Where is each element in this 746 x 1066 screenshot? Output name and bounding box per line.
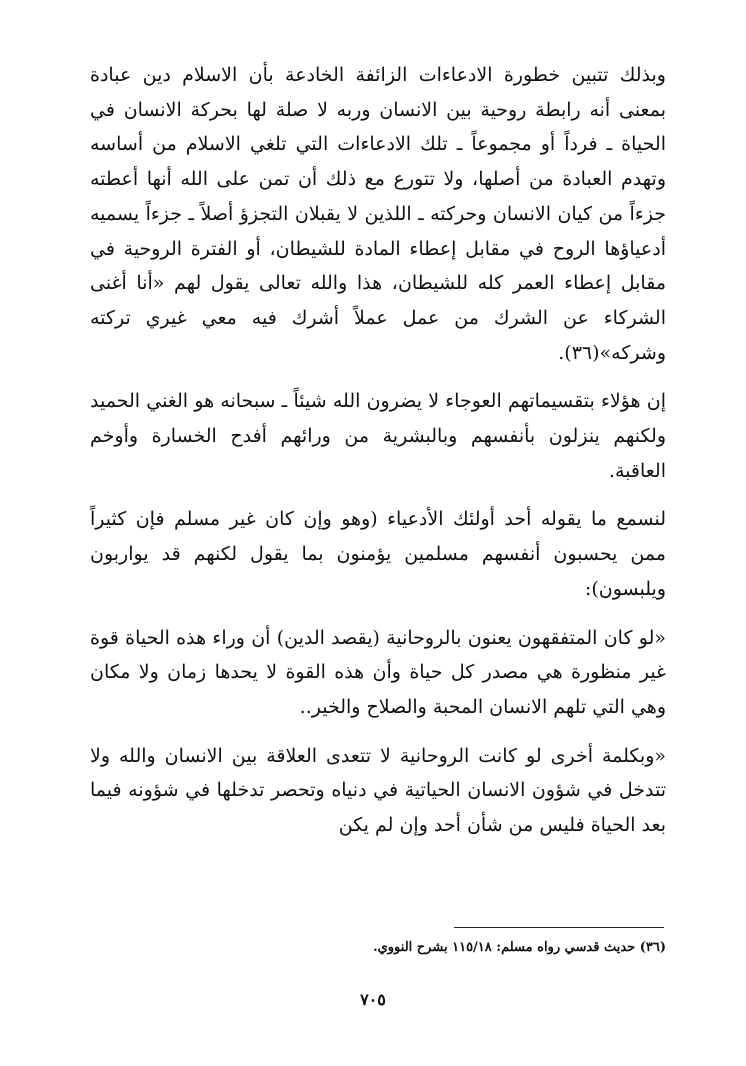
paragraph-3: لنسمع ما يقوله أحد أولئك الأدعياء (وهو وإن كان غير مسلم فإن كثيراً ممن يحسبون أنفسهم مسلمين يؤمنون بما يقول لكنهم قد يواربون ويلبسون): [90, 508, 666, 600]
paragraph-4: «لو كان المتفقهون يعنون بالروحانية (يقصد الدين) أن وراء هذه الحياة قوة غير منظورة هي مصدر كل حياة وأن هذه القوة لا يحدها زمان ولا مكان وهي التي تلهم الانسان المحبة والصلاح والخير.. [90, 626, 666, 718]
paragraph-1: وبذلك تتبين خطورة الادعاءات الزائفة الخادعة بأن الاسلام دين عبادة بمعنى أنه رابطة روحية بين الانسان وربه لا صلة لها بحركة الانسان في الحياة ـ فرداً أو مجموعاً ـ تلك الادعاءات التي تلغي الاسلام من أساسه وتهدم العبادة من أصلها، ولا تتورع مع ذلك أن تمن على الله أنها أعطته جزءاً من كيان الانسان وحركته ـ اللذين لا يقبلان التجزؤ أصلاً ـ جزءاً يسميه أدعياؤها الروح في مقابل إعطاء المادة للشيطان، أو الفترة الروحية في مقابل إعطاء العمر كله للشيطان، هذا والله تعالى يقول لهم «أنا أغنى الشركاء عن الشرك من عمل عملاً أشرك فيه معي غيري تركته وشركه»(٣٦). [90, 64, 666, 364]
paragraph-5: «وبكلمة أخرى لو كانت الروحانية لا تتعدى العلاقة بين الانسان والله ولا تتدخل في شؤون الانسان الحياتية في دنياه وتحصر تدخلها في شؤونه فيما بعد الحياة فليس من شأن أحد وإن لم يكن [90, 744, 666, 837]
footnote: (٣٦) حديث قدسي رواه مسلم: ١١٥/١٨ بشرح النووي. [373, 940, 666, 955]
paragraph-2: إن هؤلاء بتقسيماتهم العوجاء لا يضرون الله شيئاً ـ سبحانه هو الغني الحميد ولكنهم ينزلون بأنفسهم وبالبشرية من ورائهم أفدح الخسارة وأوخم العاقبة. [90, 390, 666, 482]
page-number: ٧٠٥ [360, 990, 386, 1009]
page-body [90, 58, 666, 843]
footnote-divider [454, 927, 664, 928]
